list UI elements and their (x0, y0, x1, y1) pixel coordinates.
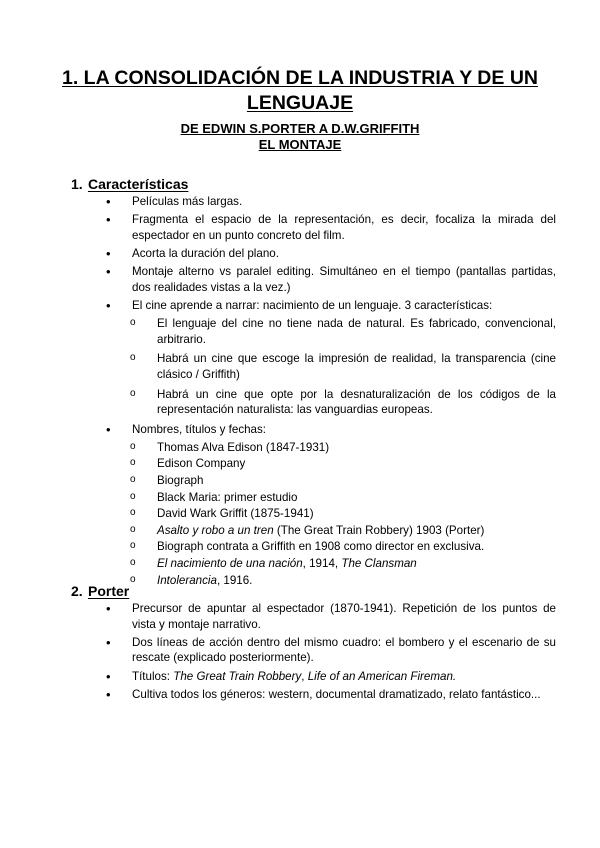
bullet-icon: • (106, 194, 111, 209)
bullet-icon: • (106, 297, 111, 313)
sub-list-item (0, 456, 600, 472)
bullet-icon: • (106, 264, 111, 280)
list-item-text: Habrá un cine que escoge la impresión de realidad, la transparencia (cine clásico / Griffith) (157, 352, 556, 381)
list-item-text: Cultiva todos los géneros: western, documental dramatizado, relato fantástico... (132, 687, 541, 701)
list-item-text: David Wark Griffit (1875-1941) (157, 507, 314, 521)
list-item-text: Edison Company (157, 457, 246, 471)
list-item-text: Intolerancia, 1916. (157, 573, 253, 587)
section-title: Características (88, 176, 189, 192)
section-number: 1. (71, 176, 83, 192)
list-item (0, 687, 600, 703)
circle-bullet-icon: o (130, 573, 136, 585)
sub-list-item (0, 316, 600, 347)
circle-bullet-icon: o (130, 457, 136, 469)
sub-list-item (0, 440, 600, 456)
circle-bullet-icon: o (130, 387, 136, 399)
circle-bullet-icon: o (130, 557, 136, 569)
list-item-text: Películas más largas. (132, 195, 243, 208)
list-item-text: Asalto y robo a un tren (The Great Train Robbery) 1903 (Porter) (157, 523, 485, 537)
film-title: Intolerancia (157, 573, 217, 587)
list-item-text: Biograph (157, 474, 204, 488)
bullet-icon: • (106, 421, 111, 437)
sub-list-item (0, 351, 600, 382)
film-title: Life of an American Fireman. (307, 669, 457, 683)
list-item (0, 194, 600, 210)
list-item-text: Nombres, títulos y fechas: (132, 422, 267, 436)
bullet-icon: • (106, 668, 111, 684)
list-item-text: Fragmenta el espacio de la representación, es decir, focaliza la mirada del espectador en un punto concreto del film. (132, 213, 556, 242)
section-heading-caracteristicas (71, 175, 188, 193)
film-title: Asalto y robo a un tren (157, 523, 274, 537)
list-item (0, 635, 600, 666)
sub-list-item (0, 490, 600, 506)
sub-list-item (0, 473, 600, 489)
section-number: 2. (71, 583, 83, 599)
list-item-text: Biograph contrata a Griffith en 1908 como director en exclusiva. (157, 540, 485, 554)
section-title: Porter (88, 583, 130, 599)
sub-list-item (0, 539, 600, 555)
film-title: The Great Train Robbery (173, 669, 302, 683)
circle-bullet-icon: o (130, 440, 136, 452)
list-item-text: Montaje alterno vs paralel editing. Simultáneo en el tiempo (pantallas partidas, dos realidades vistas a la vez.) (132, 265, 556, 294)
list-item-text: Dos líneas de acción dentro del mismo cuadro: el bombero y el escenario de su rescate (explicado posteriormente). (132, 635, 556, 665)
list-item (0, 246, 600, 262)
circle-bullet-icon: o (130, 352, 136, 364)
list-item-text: Black Maria: primer estudio (157, 490, 298, 504)
circle-bullet-icon: o (130, 540, 136, 552)
page-title: 1. LA CONSOLIDACIÓN DE LA INDUSTRIA Y DE UN LENGUAJE (62, 67, 538, 114)
circle-bullet-icon: o (130, 317, 136, 329)
list-item-text: Acorta la duración del plano. (132, 246, 279, 260)
list-item-text: El lenguaje del cine no tiene nada de natural. Es fabricado, convencional, arbitrario. (157, 317, 556, 346)
list-item (0, 601, 600, 632)
circle-bullet-icon: o (130, 507, 136, 519)
list-item-text: Thomas Alva Edison (1847-1931) (157, 440, 330, 454)
section-list-porter (0, 601, 600, 705)
sub-list-item (0, 387, 600, 418)
circle-bullet-icon: o (130, 490, 136, 502)
list-item (0, 264, 600, 295)
list-item (0, 212, 600, 243)
film-title: The Clansman (341, 557, 417, 571)
list-item-text: Títulos: The Great Train Robbery, Life of an American Fireman. (132, 669, 457, 683)
list-item-text: Precursor de apuntar al espectador (1870-1941). Repetición de los puntos de vista y montaje narrativo. (132, 602, 556, 631)
sub-list-item (0, 523, 600, 539)
page-subtitle-topic: EL MONTAJE (258, 137, 342, 152)
list-item (0, 298, 600, 314)
bullet-icon: • (106, 601, 111, 616)
page-subtitle-authors: DE EDWIN S.PORTER A D.W.GRIFFITH (180, 121, 420, 136)
list-item-text: El nacimiento de una nación, 1914, The Clansman (157, 557, 417, 571)
circle-bullet-icon: o (130, 474, 136, 486)
bullet-icon: • (106, 686, 111, 702)
bullet-icon: • (106, 245, 111, 261)
list-item-text: El cine aprende a narrar: nacimiento de un lenguaje. 3 características: (132, 298, 493, 312)
section-list-caracteristicas (0, 194, 600, 589)
list-item (0, 669, 600, 685)
list-item-text: Habrá un cine que opte por la desnaturalización de los códigos de la representación naturalista: las vanguardias europeas. (157, 387, 556, 417)
bullet-icon: • (106, 634, 111, 650)
list-item (0, 422, 600, 438)
film-title: El nacimiento de una nación (157, 557, 303, 571)
circle-bullet-icon: o (130, 523, 136, 535)
section-heading-porter (71, 582, 129, 600)
sub-list-item (0, 556, 600, 572)
bullet-icon: • (106, 212, 111, 228)
sub-list-item (0, 506, 600, 522)
